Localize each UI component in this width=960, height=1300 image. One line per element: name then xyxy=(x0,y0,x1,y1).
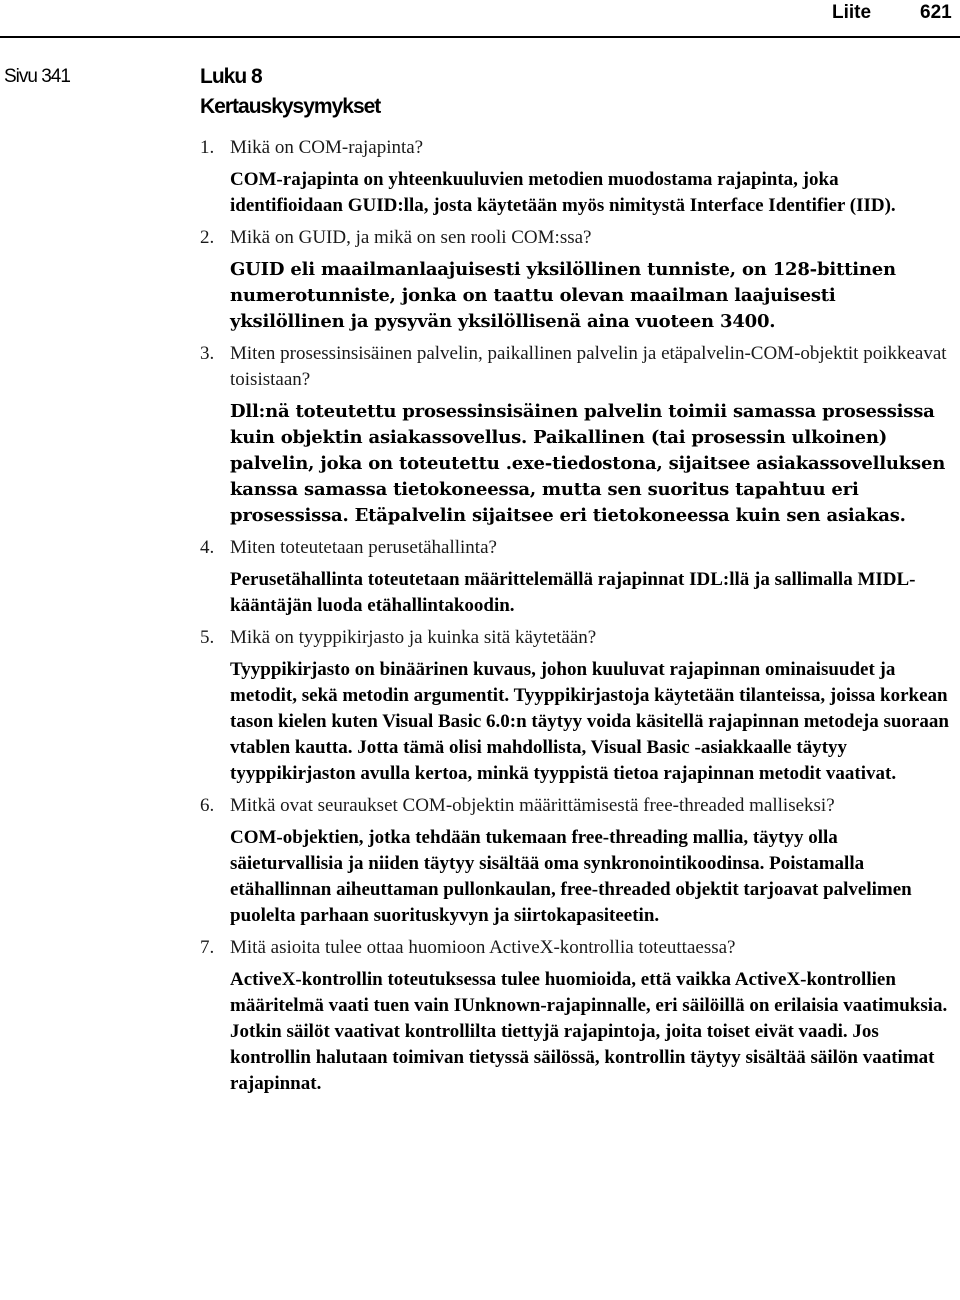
qa-item-5 xyxy=(200,625,955,787)
answer-text: COM-rajapinta on yhteenkuuluvien metodien muodostama rajapinta, joka identifioidaan GUID:lla, josta käytetään myös nimitystä Interface Identifier (IID). xyxy=(230,169,896,216)
question-text: Mikä on GUID, ja mikä on sen rooli COM:ssa? xyxy=(230,227,592,248)
question-number: 4. xyxy=(200,537,215,558)
answer-text: Dll:nä toteutettu prosessinsisäinen palvelin toimii samassa prosessissa kuin objektin asiakassovellus. Paikallinen (tai prosessin ulkoinen) palvelin, joka on toteutettu .exe-tiedostona, sijaitsee asiakassovelluksen kanssa samassa tietokoneessa, mutta sen suoritus tapahtuu eri prosessissa. Etäpalvelin sijaitsee eri tietokoneessa kuin sen asiakas. xyxy=(230,401,946,526)
header-title: Liite xyxy=(832,2,872,23)
question-number: 3. xyxy=(200,343,215,364)
question-list xyxy=(200,135,955,1103)
question-number: 6. xyxy=(200,795,215,816)
page-header xyxy=(0,0,960,40)
qa-item-4 xyxy=(200,535,955,619)
answer-text: ActiveX-kontrollin toteutuksessa tulee huomioida, että vaikka ActiveX-kontrollien määritelmä vaati tuen vain IUnknown-rajapinnalle, eri säilöillä on erilaisia vaatimuksia. Jotkin säilöt vaativat kontrollilta tiettyjä rajapintoja, joita toiset eivät vaadi. Jos kontrollin halutaan toimivan tietyssä säilössä, kontrollin täytyy sisältää säilön vaatimat rajapinnat. xyxy=(230,969,948,1094)
question xyxy=(200,935,955,961)
chapter-heading xyxy=(200,62,380,122)
answer-text: Tyyppikirjasto on binäärinen kuvaus, johon kuuluvat rajapinnan ominaisuudet ja metodit, sekä metodin argumentit. Tyyppikirjastoja käytetään tilanteissa, joissa korkean tason kielen kuten Visual Basic 6.0:n täytyy voida käsitellä rajapinnan metodeja suoraan vtablen kautta. Jotta tämä olisi mahdollista, Visual Basic -asiakkaalle täytyy tyyppikirjaston avulla kertoa, minkä tyyppistä tietoa rajapinnan metodit vaativat. xyxy=(230,659,949,784)
answer-text: GUID eli maailmanlaajuisesti yksilöllinen tunniste, on 128-bittinen numerotunniste, jonka on taattu olevan maailman laajuisesti yksilöllinen ja pysyvän yksilöllisenä aina vuoteen 3400. xyxy=(230,259,896,332)
question-text: Miten toteutetaan perusetähallinta? xyxy=(230,537,497,558)
margin-page-reference: Sivu 341 xyxy=(4,66,70,87)
qa-item-7 xyxy=(200,935,955,1097)
qa-item-1 xyxy=(200,135,955,219)
answer-text: Perusetähallinta toteutetaan määrittelemällä rajapinnat IDL:llä ja sallimalla MIDL-kääntäjän luoda etähallintakoodin. xyxy=(230,569,916,616)
question-text: Miten prosessinsisäinen palvelin, paikallinen palvelin ja etäpalvelin-COM-objektit poikkeavat toisistaan? xyxy=(230,343,947,390)
question xyxy=(200,225,955,251)
question xyxy=(200,135,955,161)
question-number: 7. xyxy=(200,937,215,958)
chapter-label: Luku 8 xyxy=(200,65,262,88)
question-number: 2. xyxy=(200,227,215,248)
qa-item-3 xyxy=(200,341,955,529)
question-text: Mitkä ovat seuraukset COM-objektin määrittämisestä free-threaded malliseksi? xyxy=(230,795,835,816)
answer-text: COM-objektien, jotka tehdään tukemaan free-threading mallia, täytyy olla säieturvallisia ja niiden täytyy sisältää oma synkronointikoodinsa. Poistamalla etähallinnan aiheuttaman pullonkaulan, free-threaded objektit tarjoavat palvelimen puolelta parhaan suorituskyvyn ja siirtokapasiteetin. xyxy=(230,827,912,926)
question xyxy=(200,625,955,651)
question-number: 1. xyxy=(200,137,215,158)
question-text: Mitä asioita tulee ottaa huomioon ActiveX-kontrollia toteuttaessa? xyxy=(230,937,736,958)
page-number: 621 xyxy=(920,2,952,23)
qa-item-6 xyxy=(200,793,955,929)
header-rule xyxy=(0,36,960,38)
qa-item-2 xyxy=(200,225,955,335)
question xyxy=(200,793,955,819)
question xyxy=(200,535,955,561)
question-number: 5. xyxy=(200,627,215,648)
question xyxy=(200,341,955,393)
question-text: Mikä on tyyppikirjasto ja kuinka sitä käytetään? xyxy=(230,627,597,648)
chapter-subtitle: Kertauskysymykset xyxy=(200,95,381,118)
question-text: Mikä on COM-rajapinta? xyxy=(230,137,424,158)
